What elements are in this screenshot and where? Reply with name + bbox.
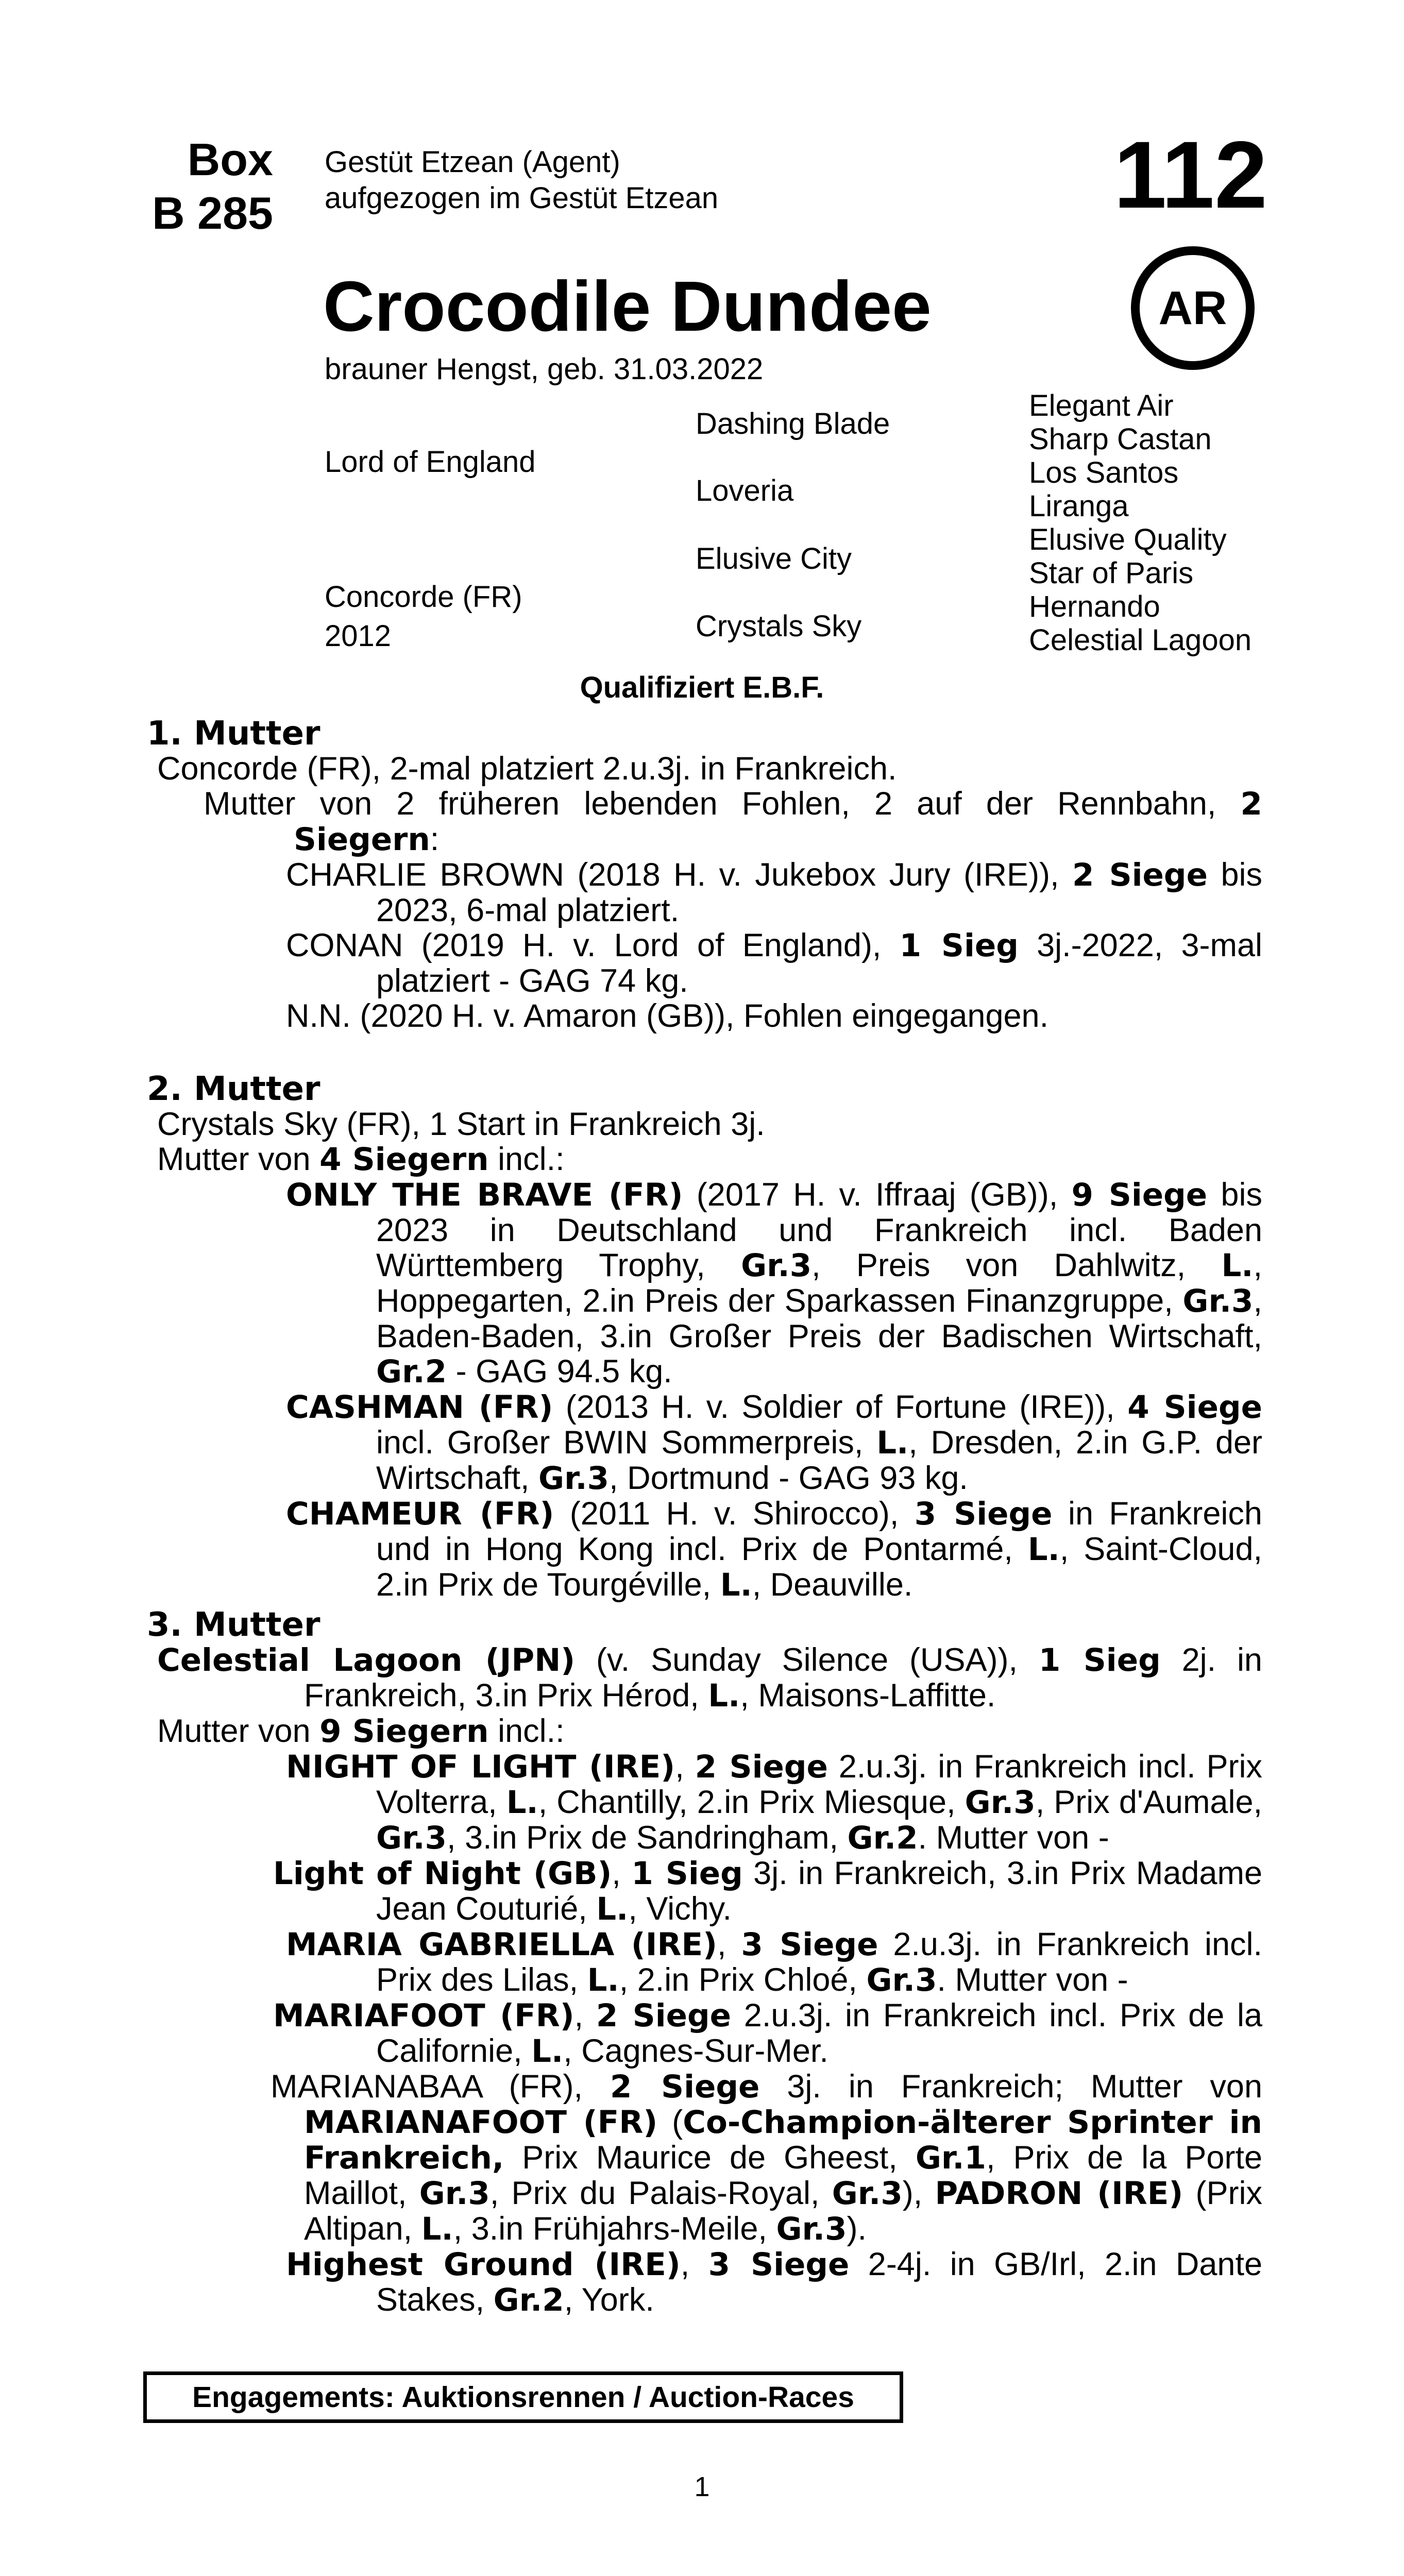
text: (2013 H. v. Soldier of Fortune (IRE)), bbox=[565, 1389, 1115, 1425]
grade: L. bbox=[587, 1962, 619, 1998]
text: Crystals Sky (FR), 1 Start in Frankreich 3j. bbox=[157, 1106, 765, 1142]
dam-produce-summary bbox=[147, 1142, 1262, 1177]
highlight: 2 Siegern bbox=[294, 786, 1262, 858]
grade: L. bbox=[1027, 1531, 1060, 1568]
text: CONAN (2019 H. v. Lord of England), bbox=[286, 927, 882, 963]
section-third-dam bbox=[147, 1607, 1262, 2318]
offspring-entry bbox=[147, 998, 1262, 1033]
highlight: 3 Siege bbox=[741, 1926, 878, 1963]
ar-badge: AR bbox=[1131, 246, 1255, 370]
highlight: 1 Sieg bbox=[899, 927, 1019, 964]
grade: L. bbox=[421, 2211, 453, 2247]
seller-info bbox=[325, 144, 718, 216]
grade: L. bbox=[506, 1784, 538, 1821]
pedigree-gen3-item: Liranga bbox=[1029, 489, 1129, 523]
text: , Dresden, 2.in G.P. der Wirtschaft, bbox=[376, 1425, 1263, 1496]
pedigree-gen3-item: Elusive Quality bbox=[1029, 523, 1227, 556]
offspring-entry bbox=[147, 1496, 1262, 1603]
box-number: B 285 bbox=[152, 188, 273, 239]
text: (Prix Altipan, bbox=[304, 2175, 1262, 2247]
text: , Saint-Cloud, 2.in Prix de Tourgéville, bbox=[376, 1531, 1262, 1603]
grade: L. bbox=[708, 1677, 740, 1714]
grade: Gr.2 bbox=[847, 1820, 918, 1856]
text: , Cagnes-Sur-Mer. bbox=[563, 2033, 828, 2069]
grade: Gr.3 bbox=[776, 2211, 847, 2247]
offspring-entry bbox=[147, 857, 1262, 928]
text: , Chantilly, 2.in Prix Miesque, bbox=[538, 1784, 956, 1820]
text: , Preis von Dahlwitz, bbox=[811, 1247, 1186, 1283]
dam-produce-summary bbox=[147, 786, 1262, 857]
text: CHARLIE BROWN (2018 H. v. Jukebox Jury (IRE)), bbox=[286, 857, 1059, 893]
text: , bbox=[680, 2246, 690, 2282]
text: (2017 H. v. Iffraaj (GB)), bbox=[696, 1177, 1058, 1213]
text: 2.u.3j. in Frankreich incl. Prix des Lilas, bbox=[376, 1926, 1262, 1998]
dam-race-record bbox=[147, 1107, 1262, 1142]
text: Mutter von 2 früheren lebenden Fohlen, 2 auf der Rennbahn, bbox=[204, 786, 1216, 822]
grade: Gr.3 bbox=[866, 1962, 937, 1998]
text: : bbox=[430, 821, 439, 857]
grade: Gr.3 bbox=[1182, 1283, 1254, 1319]
text: , Deauville. bbox=[752, 1567, 913, 1603]
pedigree-dam: Concorde (FR) bbox=[325, 580, 522, 614]
box-label-text: Box bbox=[187, 134, 273, 185]
section-second-dam bbox=[147, 1072, 1262, 1603]
horse-name-bold: NIGHT OF LIGHT (IRE) bbox=[286, 1749, 675, 1785]
highlight: 2 Siege bbox=[610, 2069, 760, 2105]
qualification-note: Qualifiziert E.B.F. bbox=[580, 671, 824, 704]
highlight: 3 Siege bbox=[914, 1496, 1053, 1532]
text: , Prix d'Aumale, bbox=[1035, 1784, 1262, 1820]
text: 2-4j. in GB/Irl, 2.in Dante Stakes, bbox=[376, 2246, 1262, 2318]
pedigree-gen3-item: Sharp Castan bbox=[1029, 422, 1212, 456]
highlight: 1 Sieg bbox=[1038, 1642, 1161, 1679]
horse-name-bold: PADRON (IRE) bbox=[935, 2175, 1183, 2212]
section-title: 2. Mutter bbox=[147, 1070, 320, 1108]
offspring-entry bbox=[147, 2247, 1262, 2318]
grade: L. bbox=[531, 2033, 564, 2070]
grade: Gr.2 bbox=[376, 1353, 447, 1390]
section-title: 3. Mutter bbox=[147, 1606, 320, 1644]
text: , Prix du Palais-Royal, bbox=[489, 2175, 820, 2211]
highlight: 3 Siege bbox=[708, 2246, 850, 2283]
grade: Gr.3 bbox=[419, 2175, 490, 2212]
text: , bbox=[717, 1926, 726, 1962]
offspring-entry bbox=[147, 1389, 1262, 1496]
text: ). bbox=[847, 2211, 867, 2247]
grade: Gr.1 bbox=[915, 2140, 986, 2176]
offspring-entry bbox=[147, 928, 1262, 998]
highlight: 2 Siege bbox=[596, 1997, 732, 2034]
text: incl. Großer BWIN Sommerpreis, bbox=[376, 1425, 864, 1461]
grade: L. bbox=[720, 1567, 752, 1603]
highlight: 4 Siegern bbox=[319, 1141, 489, 1178]
horse-name-bold: ONLY THE BRAVE (FR) bbox=[286, 1177, 683, 1213]
section-first-dam bbox=[147, 716, 1262, 1033]
horse-name-bold: MARIAFOOT (FR) bbox=[273, 1997, 574, 2034]
text: . Mutter von - bbox=[918, 1820, 1109, 1856]
text: bis 2023 in Deutschland und Frankreich incl. Baden Württemberg Trophy, bbox=[376, 1177, 1262, 1283]
text: , Vichy. bbox=[628, 1891, 732, 1927]
text: bis 2023, 6-mal platziert. bbox=[376, 857, 1263, 928]
highlight: 1 Sieg bbox=[631, 1855, 743, 1892]
text: , bbox=[612, 1855, 621, 1891]
grade: Gr.3 bbox=[376, 1820, 447, 1856]
pedigree-sire: Lord of England bbox=[325, 445, 536, 479]
grade: Gr.3 bbox=[965, 1784, 1036, 1821]
offspring-entry bbox=[147, 1177, 1262, 1389]
text: incl.: bbox=[498, 1713, 565, 1749]
offspring-entry-nested bbox=[147, 1856, 1262, 1927]
pedigree-dam-dam: Crystals Sky bbox=[696, 609, 862, 643]
text: , 3.in Frühjahrs-Meile, bbox=[453, 2211, 767, 2247]
champion-title: Co-Champion-älterer Sprinter in Frankreich, bbox=[304, 2104, 1262, 2176]
offspring-entry bbox=[147, 1927, 1262, 1998]
pedigree-dam-year: 2012 bbox=[325, 619, 392, 653]
box-label bbox=[139, 133, 273, 240]
text: 2.u.3j. in Frankreich incl. Prix Volterra, bbox=[376, 1749, 1262, 1820]
grade: Gr.3 bbox=[538, 1460, 610, 1497]
text: , 3.in Prix de Sandringham, bbox=[447, 1820, 838, 1856]
offspring-entry-nested bbox=[147, 2069, 1262, 2247]
pedigree-gen3-item: Los Santos bbox=[1029, 456, 1179, 489]
horse-name-bold: CASHMAN (FR) bbox=[286, 1389, 553, 1426]
page-number: 1 bbox=[694, 2471, 710, 2502]
grade: Gr.3 bbox=[832, 2175, 903, 2212]
horse-description: brauner Hengst, geb. 31.03.2022 bbox=[325, 352, 764, 386]
pedigree-third-generation bbox=[1029, 389, 1251, 657]
highlight: 2 Siege bbox=[1072, 857, 1208, 893]
horse-name-bold: CHAMEUR (FR) bbox=[286, 1496, 554, 1532]
grade: L. bbox=[1221, 1247, 1254, 1284]
highlight: 9 Siege bbox=[1071, 1177, 1208, 1213]
text: N.N. (2020 H. v. Amaron (GB)), Fohlen eingegangen. bbox=[286, 998, 1049, 1034]
highlight: 2 Siege bbox=[695, 1749, 828, 1785]
text: (v. Sunday Silence (USA)), bbox=[596, 1642, 1018, 1678]
text: , Maisons-Laffitte. bbox=[740, 1677, 996, 1714]
offspring-entry-nested bbox=[147, 1998, 1262, 2069]
section-title: 1. Mutter bbox=[147, 715, 320, 753]
horse-name: Crocodile Dundee bbox=[323, 267, 932, 346]
text: in Frankreich und in Hong Kong incl. Prix de Pontarmé, bbox=[376, 1496, 1262, 1567]
text: Mutter von bbox=[157, 1713, 311, 1749]
text: incl.: bbox=[498, 1141, 565, 1177]
pedigree-gen3-item: Star of Paris bbox=[1029, 556, 1194, 590]
text: ( bbox=[672, 2104, 683, 2140]
grade: Gr.2 bbox=[493, 2282, 564, 2318]
highlight: 9 Siegern bbox=[319, 1713, 489, 1750]
pedigree-gen3-item: Elegant Air bbox=[1029, 389, 1174, 422]
horse-name-bold: Light of Night (GB) bbox=[273, 1855, 612, 1892]
text: Concorde (FR), 2-mal platziert 2.u.3j. in Frankreich. bbox=[157, 751, 897, 787]
horse-name-bold: MARIA GABRIELLA (IRE) bbox=[286, 1926, 717, 1963]
seller-agent: Gestüt Etzean (Agent) bbox=[325, 145, 620, 179]
text: , Prix de la Porte Maillot, bbox=[304, 2140, 1262, 2211]
grade: L. bbox=[596, 1891, 629, 1927]
text: , bbox=[675, 1749, 684, 1785]
grade: Gr.3 bbox=[741, 1247, 812, 1284]
text: Prix Maurice de Gheest, bbox=[522, 2140, 898, 2176]
text: , Hoppegarten, 2.in Preis der Sparkassen Finanzgruppe, bbox=[376, 1247, 1262, 1319]
pedigree-dam-sire: Elusive City bbox=[696, 542, 852, 575]
horse-name-bold: MARIANAFOOT (FR) bbox=[304, 2104, 658, 2141]
text: Mutter von bbox=[157, 1141, 311, 1177]
engagements-box: Engagements: Auktionsrennen / Auction-Races bbox=[143, 2371, 903, 2423]
text: 3j. in Frankreich, 3.in Prix Madame Jean Couturié, bbox=[376, 1855, 1262, 1927]
text: 2.u.3j. in Frankreich incl. Prix de la Californie, bbox=[376, 1997, 1262, 2069]
text: , Baden-Baden, 3.in Großer Preis der Badischen Wirtschaft, bbox=[376, 1283, 1262, 1354]
seller-breeder: aufgezogen im Gestüt Etzean bbox=[325, 181, 719, 215]
text: , bbox=[574, 1997, 584, 2033]
text: (2011 H. v. Shirocco), bbox=[569, 1496, 899, 1532]
text: ), bbox=[902, 2175, 923, 2211]
text: . Mutter von - bbox=[937, 1962, 1128, 1998]
lot-number: 112 bbox=[1113, 122, 1267, 228]
text: 2j. in Frankreich, 3.in Prix Hérod, bbox=[304, 1642, 1262, 1714]
text: , 2.in Prix Chloé, bbox=[619, 1962, 857, 1998]
text: , York. bbox=[564, 2282, 654, 2318]
text: 3j. in Frankreich; Mutter von bbox=[787, 2069, 1262, 2105]
pedigree-gen3-item: Hernando bbox=[1029, 590, 1160, 623]
dam-produce-summary bbox=[147, 1714, 1262, 1749]
dam-race-record bbox=[147, 1642, 1262, 1714]
horse-name-bold: Highest Ground (IRE) bbox=[286, 2246, 681, 2283]
text: , Dortmund - GAG 93 kg. bbox=[609, 1460, 968, 1496]
pedigree-gen3-item: Celestial Lagoon bbox=[1029, 623, 1252, 657]
pedigree-sire-dam: Loveria bbox=[696, 474, 794, 507]
dam-race-record bbox=[147, 751, 1262, 786]
horse-name-bold: Celestial Lagoon (JPN) bbox=[157, 1642, 576, 1679]
text: 3j.-2022, 3-mal platziert - GAG 74 kg. bbox=[376, 927, 1262, 999]
offspring-entry bbox=[147, 1749, 1262, 1856]
text: MARIANABAA (FR), bbox=[270, 2069, 583, 2105]
text: - GAG 94.5 kg. bbox=[455, 1353, 672, 1389]
highlight: 4 Siege bbox=[1127, 1389, 1262, 1426]
grade: L. bbox=[876, 1425, 909, 1461]
pedigree-sire-sire: Dashing Blade bbox=[696, 407, 890, 440]
